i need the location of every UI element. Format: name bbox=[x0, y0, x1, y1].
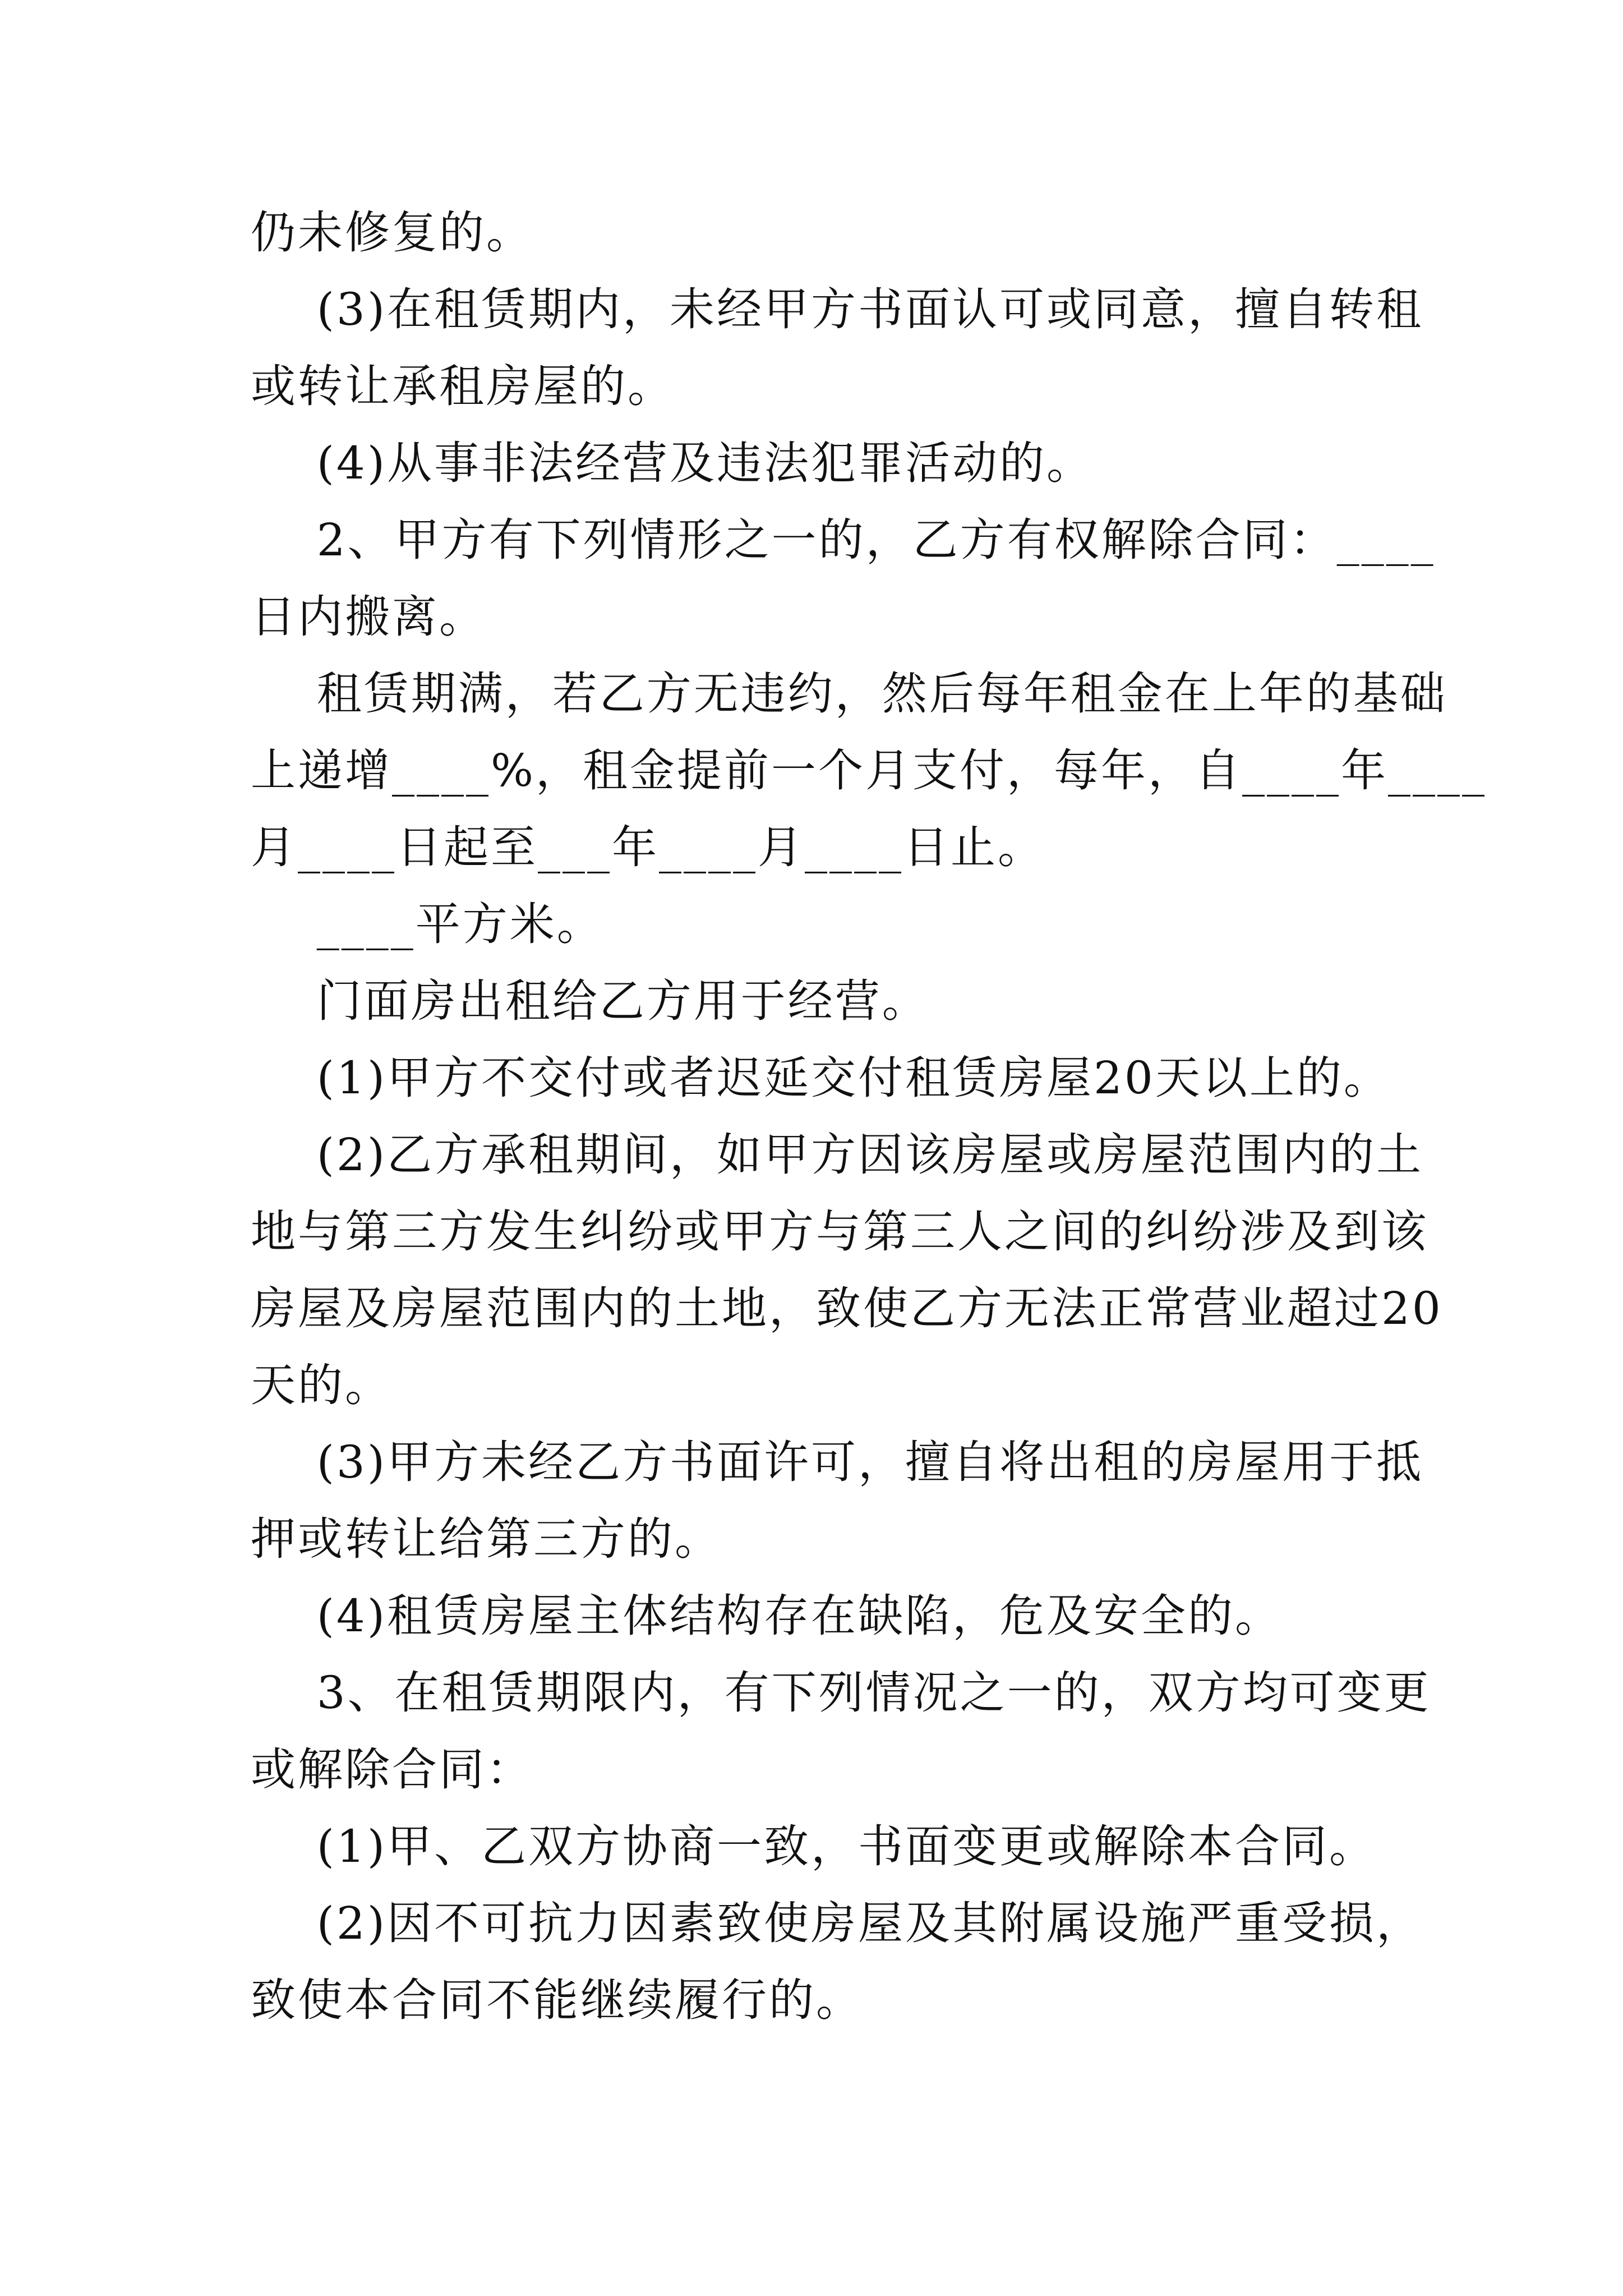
text-line: (3)在租赁期内，未经甲方书面认可或同意，擅自转租 bbox=[251, 283, 1424, 335]
text-line: 3、在租赁期限内，有下列情况之一的，双方均可变更 bbox=[251, 1667, 1431, 1719]
text-line: (4)从事非法经营及违法犯罪活动的。 bbox=[251, 437, 1094, 489]
text-line: 上递增____%，租金提前一个月支付，每年，自____年____ bbox=[251, 744, 1487, 797]
text-line: 天的。 bbox=[251, 1359, 392, 1411]
text-line: 租赁期满，若乙方无违约，然后每年租金在上年的基础 bbox=[251, 668, 1447, 720]
text-line: (3)甲方未经乙方书面许可，擅自将出租的房屋用于抵 bbox=[251, 1436, 1424, 1488]
text-line: 押或转让给第三方的。 bbox=[251, 1513, 722, 1565]
text-line: 门面房出租给乙方用于经营。 bbox=[251, 975, 929, 1027]
text-line: 月____日起至___年____月____日止。 bbox=[251, 821, 1045, 873]
text-line: (1)甲方不交付或者迟延交付租赁房屋20天以上的。 bbox=[251, 1052, 1391, 1104]
text-line: 地与第三方发生纠纷或甲方与第三人之间的纠纷涉及到该 bbox=[251, 1205, 1428, 1258]
text-line: 致使本合同不能继续履行的。 bbox=[251, 1974, 863, 2026]
text-line: 2、甲方有下列情形之一的，乙方有权解除合同：____ bbox=[251, 514, 1436, 566]
text-line: 或转让承租房屋的。 bbox=[251, 360, 675, 412]
text-line: (4)租赁房屋主体结构存在缺陷，危及安全的。 bbox=[251, 1590, 1283, 1642]
text-line: 房屋及房屋范围内的土地，致使乙方无法正常营业超过20 bbox=[251, 1282, 1443, 1335]
text-line: ____平方米。 bbox=[251, 898, 604, 950]
text-line: 或解除合同： bbox=[251, 1743, 533, 1796]
text-line: 日内搬离。 bbox=[251, 591, 486, 643]
text-line: 仍未修复的。 bbox=[251, 206, 533, 259]
text-line: (1)甲、乙双方协商一致，书面变更或解除本合同。 bbox=[251, 1820, 1377, 1872]
text-line: (2)因不可抗力因素致使房屋及其附属设施严重受损， bbox=[251, 1897, 1424, 1949]
text-line: (2)乙方承租期间，如甲方因该房屋或房屋范围内的土 bbox=[251, 1129, 1424, 1181]
